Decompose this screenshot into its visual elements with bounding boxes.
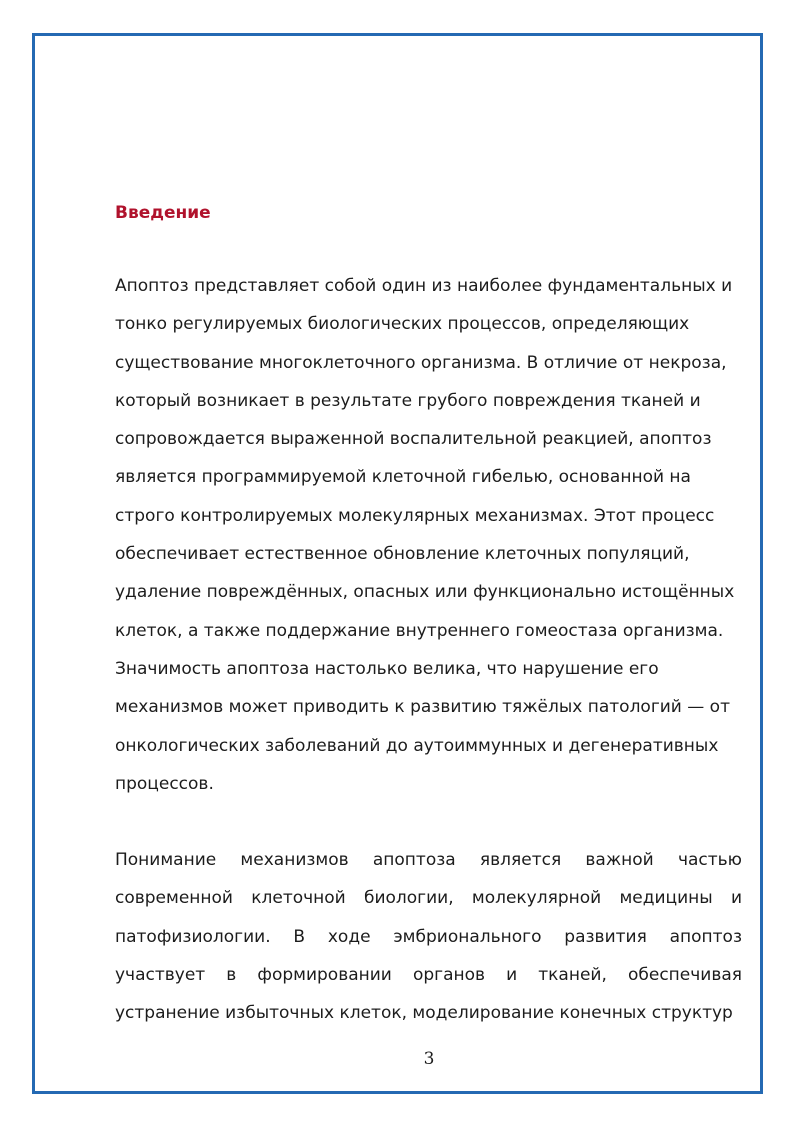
paragraph-mechanisms: Понимание механизмов апоптоза является важной частью современной клеточной биологии, молекулярной медицины и патофизиологии. В ходе эмбрионального развития апоптоз участвует в формировании органов и тканей, обеспечивая устранение избыточных клеток, моделирование конечных структур (115, 850, 742, 1024)
document-body (115, 197, 742, 1033)
section-heading: Введение (115, 203, 211, 223)
page-number: 3 (423, 1049, 435, 1069)
paragraph-intro: Апоптоз представляет собой один из наиболее фундаментальных и тонко регулируемых биологических процессов, определяющих существование многоклеточного организма. В отличие от некроза, который возникает в результате грубого повреждения тканей и сопровождается выраженной воспалительной реакцией, апоптоз является программируемой клеточной гибелью, основанной на строго контролируемых молекулярных механизмах. Этот процесс обеспечивает естественное обновление клеточных популяций, удаление повреждённых, опасных или функционально истощённых клеток, а также поддержание внутреннего гомеостаза организма. Значимость апоптоза настолько велика, что нарушение его механизмов может приводить к развитию тяжёлых патологий — от онкологических заболеваний до аутоиммунных и дегенеративных процессов. (115, 276, 735, 794)
